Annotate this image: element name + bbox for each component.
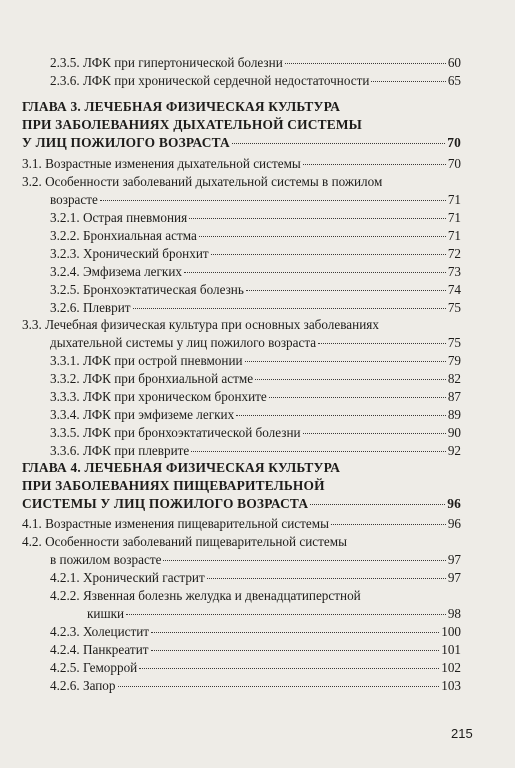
toc-entry-3-3-2 <box>50 371 461 386</box>
chapter-4-title-line-3 <box>22 495 461 512</box>
toc-entry-4-2-2-line-1: 4.2.2. Язвенная болезнь желудка и двенадцатиперстной <box>50 588 361 603</box>
toc-entry-title: 3.3.5. ЛФК при бронхоэктатической болезни <box>50 425 301 440</box>
toc-entry-title: 2.3.5. ЛФК при гипертонической болезни <box>50 55 283 70</box>
toc-entry-page: 71 <box>447 228 461 243</box>
toc-leader-dots <box>189 217 446 219</box>
toc-entry-3-3-line-1: 3.3. Лечебная физическая культура при основных заболеваниях <box>22 317 379 332</box>
toc-entry-page: 82 <box>447 371 461 386</box>
toc-entry-page: 70 <box>447 156 461 171</box>
toc-entry-page: 74 <box>447 282 461 297</box>
toc-entry-page: 101 <box>441 642 461 657</box>
toc-leader-dots <box>303 163 446 165</box>
toc-entry-3-3-5 <box>50 425 461 440</box>
toc-leader-dots <box>139 667 439 669</box>
toc-entry-3-2-1 <box>50 210 461 225</box>
toc-entry-4-2-line-1: 4.2. Особенности заболеваний пищеварительной системы <box>22 534 347 549</box>
toc-entry-page: 71 <box>447 210 461 225</box>
chapter-3-title-line-2: ПРИ ЗАБОЛЕВАНИЯХ ДЫХАТЕЛЬНОЙ СИСТЕМЫ <box>22 117 363 132</box>
toc-entry-title: 3.3.1. ЛФК при острой пневмонии <box>50 353 243 368</box>
toc-leader-dots <box>126 613 446 615</box>
toc-leader-dots <box>303 432 446 434</box>
toc-entry-page: 92 <box>447 443 461 458</box>
toc-leader-dots <box>163 559 445 561</box>
toc-leader-dots <box>199 235 446 237</box>
chapter-3-title-line-1: ГЛАВА 3. ЛЕЧЕБНАЯ ФИЗИЧЕСКАЯ КУЛЬТУРА <box>22 99 341 114</box>
toc-entry-3-2-5 <box>50 282 461 297</box>
toc-entry-page: 102 <box>441 660 461 675</box>
chapter-4-title-line-1: ГЛАВА 4. ЛЕЧЕБНАЯ ФИЗИЧЕСКАЯ КУЛЬТУРА <box>22 460 341 475</box>
toc-entry-page: 90 <box>447 425 461 440</box>
toc-entry-page: 96 <box>447 516 461 531</box>
toc-leader-dots <box>151 649 440 651</box>
toc-entry-page: 79 <box>447 353 461 368</box>
toc-entry-3-3-6 <box>50 443 461 458</box>
toc-entry-page: 73 <box>447 264 461 279</box>
toc-entry-page: 96 <box>447 496 461 511</box>
toc-entry-4-2-3 <box>50 624 461 639</box>
toc-entry-3-2-3 <box>50 246 461 261</box>
toc-entry-page: 97 <box>447 552 461 567</box>
toc-entry-3-2 <box>50 192 461 207</box>
toc-entry-page: 70 <box>447 135 461 150</box>
toc-leader-dots <box>331 523 446 525</box>
toc-entry-page: 100 <box>441 624 461 639</box>
toc-entry-title: 3.3.4. ЛФК при эмфиземе легких <box>50 407 235 422</box>
toc-entry-title: 3.2.5. Бронхоэктатическая болезнь <box>50 282 244 297</box>
toc-entry-page: 71 <box>447 192 461 207</box>
toc-entry-title: 4.2.3. Холецистит <box>50 624 150 639</box>
toc-entry-page: 103 <box>441 678 461 693</box>
toc-entry-title: 4.2.4. Панкреатит <box>50 642 149 657</box>
toc-leader-dots <box>269 396 446 398</box>
chapter-4-title-line-2: ПРИ ЗАБОЛЕВАНИЯХ ПИЩЕВАРИТЕЛЬНОЙ <box>22 478 325 493</box>
toc-entry-2-3-5 <box>50 55 461 70</box>
toc-entry-3-3-1 <box>50 353 461 368</box>
toc-leader-dots <box>255 378 446 380</box>
toc-entry-title: 3.3.2. ЛФК при бронхиальной астме <box>50 371 254 386</box>
toc-leader-dots <box>184 271 446 273</box>
toc-entry-page: 98 <box>447 606 461 621</box>
toc-entry-4-2 <box>50 552 461 567</box>
toc-entry-4-2-2 <box>87 606 461 621</box>
toc-entry-title: СИСТЕМЫ У ЛИЦ ПОЖИЛОГО ВОЗРАСТА <box>22 496 309 511</box>
toc-leader-dots <box>232 142 445 144</box>
toc-entry-3-2-6 <box>50 300 461 315</box>
toc-entry-title: 3.1. Возрастные изменения дыхательной системы <box>22 156 301 171</box>
toc-leader-dots <box>371 80 445 82</box>
toc-entry-title: 4.2.5. Геморрой <box>50 660 138 675</box>
toc-entry-title: в пожилом возрасте <box>50 552 162 567</box>
toc-entry-title: 3.2.1. Острая пневмония <box>50 210 188 225</box>
toc-entry-page: 89 <box>447 407 461 422</box>
toc-entry-title: 3.3.6. ЛФК при плеврите <box>50 443 190 458</box>
toc-entry-title: У ЛИЦ ПОЖИЛОГО ВОЗРАСТА <box>22 135 230 150</box>
toc-leader-dots <box>211 253 446 255</box>
toc-entry-title: 3.2.2. Бронхиальная астма <box>50 228 197 243</box>
toc-entry-page: 97 <box>447 570 461 585</box>
toc-leader-dots <box>310 503 445 505</box>
toc-leader-dots <box>118 685 440 687</box>
toc-entry-title: возрасте <box>50 192 98 207</box>
toc-entry-page: 75 <box>447 335 461 350</box>
toc-entry-3-1 <box>22 156 461 171</box>
toc-leader-dots <box>236 414 446 416</box>
toc-entry-page: 65 <box>447 73 461 88</box>
toc-entry-4-2-6 <box>50 678 461 693</box>
toc-leader-dots <box>100 199 446 201</box>
toc-leader-dots <box>151 631 439 633</box>
toc-leader-dots <box>245 360 446 362</box>
toc-entry-4-2-1 <box>50 570 461 585</box>
page-number: 215 <box>451 726 473 741</box>
toc-entry-title: 4.2.1. Хронический гастрит <box>50 570 205 585</box>
toc-entry-title: 2.3.6. ЛФК при хронической сердечной недостаточности <box>50 73 370 88</box>
toc-leader-dots <box>285 62 446 64</box>
toc-entry-title: дыхательной системы у лиц пожилого возраста <box>50 335 317 350</box>
toc-leader-dots <box>318 342 446 344</box>
toc-entry-page: 75 <box>447 300 461 315</box>
toc-entry-page: 72 <box>447 246 461 261</box>
toc-entry-3-3-4 <box>50 407 461 422</box>
toc-entry-3-3-3 <box>50 389 461 404</box>
toc-entry-3-3 <box>50 335 461 350</box>
toc-leader-dots <box>207 577 446 579</box>
toc-entry-4-2-4 <box>50 642 461 657</box>
toc-entry-title: 3.3.3. ЛФК при хроническом бронхите <box>50 389 267 404</box>
toc-entry-title: 4.1. Возрастные изменения пищеварительной системы <box>22 516 329 531</box>
toc-entry-page: 60 <box>447 55 461 70</box>
toc-entry-4-1 <box>22 516 461 531</box>
toc-entry-title: 3.2.4. Эмфизема легких <box>50 264 182 279</box>
toc-entry-title: кишки <box>87 606 125 621</box>
toc-entry-title: 3.2.3. Хронический бронхит <box>50 246 209 261</box>
toc-entry-title: 4.2.6. Запор <box>50 678 116 693</box>
toc-entry-2-3-6 <box>50 73 461 88</box>
toc-entry-title: 3.2.6. Плеврит <box>50 300 131 315</box>
toc-leader-dots <box>246 289 446 291</box>
toc-leader-dots <box>191 450 446 452</box>
toc-entry-page: 87 <box>447 389 461 404</box>
toc-entry-3-2-4 <box>50 264 461 279</box>
toc-leader-dots <box>133 307 446 309</box>
toc-entry-4-2-5 <box>50 660 461 675</box>
chapter-3-title-line-3 <box>22 134 461 151</box>
toc-entry-3-2-2 <box>50 228 461 243</box>
toc-entry-3-2-line-1: 3.2. Особенности заболеваний дыхательной системы в пожилом <box>22 174 383 189</box>
